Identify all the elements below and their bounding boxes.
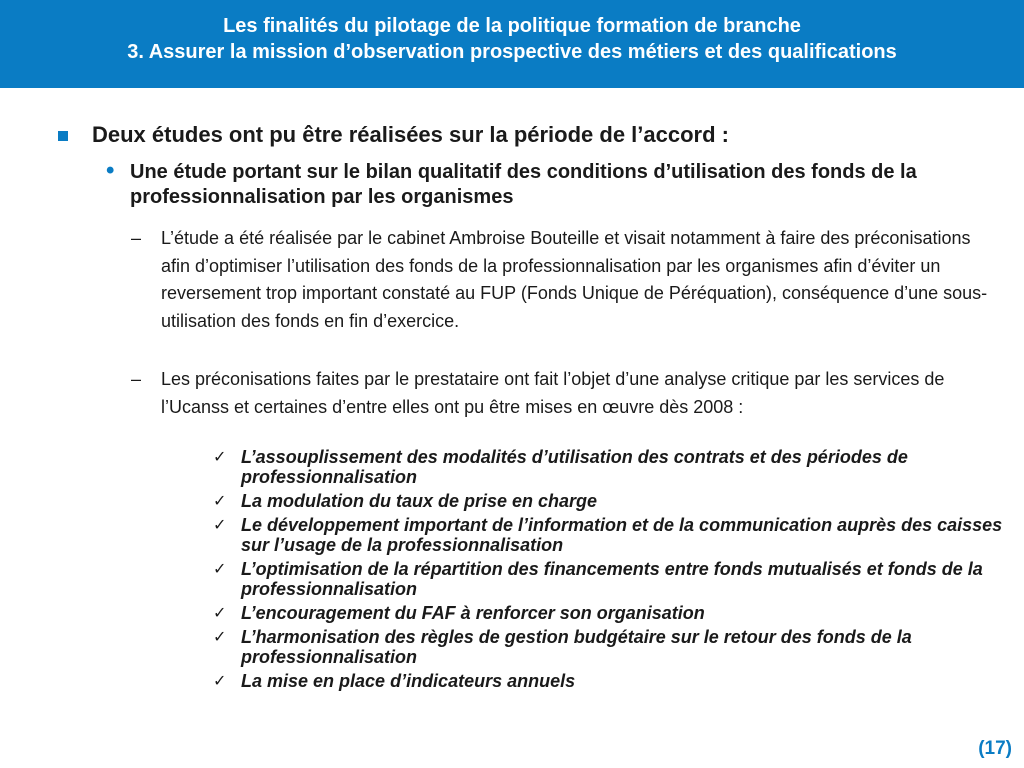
paragraph-1 [131,225,1001,335]
slide-subtitle: 3. Assurer la mission d’observation prospective des métiers et des qualifications [127,41,897,63]
paragraph-1-text: L’étude a été réalisée par le cabinet Ambroise Bouteille et visait notamment à faire des préconisations afin d’optimiser l’utilisation des fonds de la professionnalisation par les organismes afin d’éviter un reversement trop important constaté au FUP (Fonds Unique de Péréquation), conséquence d’une sous-utilisation des fonds en fin d’exercice. [161,228,988,331]
checkmark-icon: ✓ [213,603,227,622]
dash-icon: – [131,228,142,248]
check-item [213,491,1011,511]
check-item [213,447,1011,487]
dash-icon: – [131,369,142,389]
checkmark-icon: ✓ [213,627,227,646]
check-item-text: L’optimisation de la répartition des financements entre fonds mutualisés et fonds de la professionnalisation [241,559,983,599]
heading-text: Deux études ont pu être réalisées sur la période de l’accord : [92,122,729,147]
checkmark-icon: ✓ [213,559,227,578]
dot-bullet-icon: • [106,157,115,184]
checkmark-icon: ✓ [213,447,227,466]
subheading-text: Une étude portant sur le bilan qualitatif des conditions d’utilisation des fonds de la professionnalisation par les organismes [130,161,917,208]
check-item-text: L’encouragement du FAF à renforcer son organisation [241,603,705,623]
checkmark-icon: ✓ [213,491,227,510]
check-list [213,447,1011,695]
check-item [213,627,1011,667]
slide-title: Les finalités du pilotage de la politique formation de branche [223,15,801,37]
check-item [213,559,1011,599]
check-item-text: L’harmonisation des règles de gestion budgétaire sur le retour des fonds de la professionnalisation [241,627,912,667]
square-bullet-icon [58,131,68,141]
check-item-text: L’assouplissement des modalités d’utilisation des contrats et des périodes de professionnalisation [241,447,908,487]
check-item-text: Le développement important de l’information et de la communication auprès des caisses sur l’usage de la professionnalisation [241,515,1003,555]
checkmark-icon: ✓ [213,515,227,534]
paragraph-2 [131,366,1001,421]
check-item-text: La mise en place d’indicateurs annuels [241,671,576,691]
checkmark-icon: ✓ [213,671,227,690]
page-number: (17) [978,738,1012,759]
paragraph-2-text: Les préconisations faites par le prestataire ont fait l’objet d’une analyse critique par les services de l’Ucanss et certaines d’entre elles ont pu être mises en œuvre dès 2008 : [161,369,945,417]
check-item-text: La modulation du taux de prise en charge [241,491,598,511]
check-item [213,603,1011,623]
check-item [213,515,1011,555]
check-item [213,671,1011,691]
subheading-bullet [106,157,1000,210]
